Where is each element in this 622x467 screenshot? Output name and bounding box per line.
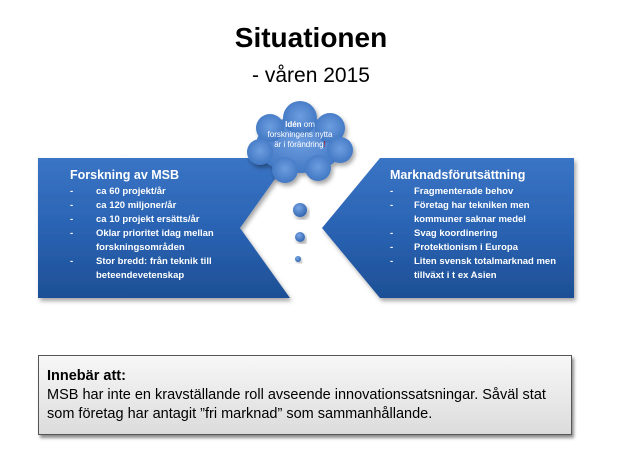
thought-bubble-medium <box>295 232 305 242</box>
list-item: - Protektionism i Europa <box>390 241 575 255</box>
thought-bubble-large <box>293 203 307 217</box>
cloud-text <box>266 120 334 150</box>
cloud-text-body: om forskningens nytta är i förändring <box>267 120 333 149</box>
list-item: - ca 10 projekt ersätts/år <box>70 213 270 227</box>
conclusion-text: MSB har inte en kravställande roll avseende innovationssatsningar. Såväl stat som företag har antagit ”fri marknad” som sammanhållande. <box>47 387 546 422</box>
left-panel-list <box>70 185 270 283</box>
list-item: - Svag koordinering <box>390 227 575 241</box>
list-item: - Stor bredd: från teknik till beteendevetenskap <box>70 255 270 283</box>
list-item: - Oklar prioritet idag mellan forskningsområden <box>70 227 270 255</box>
conclusion-box <box>38 355 572 435</box>
conclusion-heading: Innebär att: <box>47 368 126 384</box>
left-panel-heading: Forskning av MSB <box>70 168 180 182</box>
left-panel <box>70 168 270 283</box>
page-title: Situationen <box>234 22 388 53</box>
list-item: - Fragmenterade behov <box>390 185 575 199</box>
cloud-text-bold: Idén <box>285 120 302 129</box>
list-item: - Liten svensk totalmarknad men tillväxt i t ex Asien <box>390 255 575 283</box>
thought-bubble-small <box>295 256 301 262</box>
cloud-text-mark: ! <box>323 140 326 149</box>
right-panel-heading: Marknadsförutsättning <box>390 168 526 182</box>
list-item: - Företag har tekniken men kommuner saknar medel <box>390 199 575 227</box>
right-panel-list <box>390 185 575 283</box>
list-item: - ca 120 miljoner/år <box>70 199 270 213</box>
page-subtitle: - våren 2015 <box>252 64 370 87</box>
right-panel <box>390 168 575 283</box>
list-item: - ca 60 projekt/år <box>70 185 270 199</box>
